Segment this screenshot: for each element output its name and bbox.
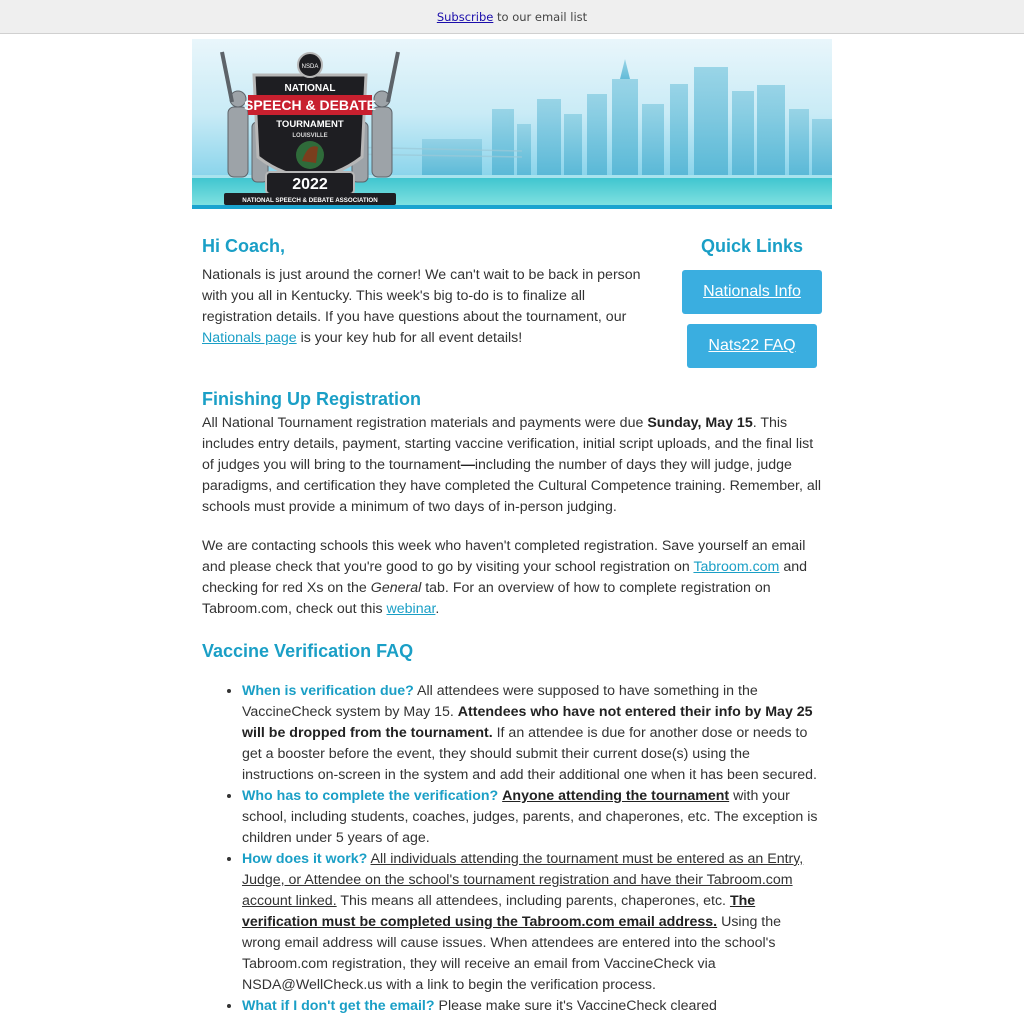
registration-title: Finishing Up Registration <box>202 389 421 409</box>
registration-paragraph-2 <box>202 536 822 620</box>
subscribe-text: to our email list <box>493 10 588 24</box>
text: including the number of days they will judge, judge paradigms, and certification they have completed the Cultural Competence training. Remember, all schools must provide a minimum of two days of in-person judging. <box>202 457 822 515</box>
faq-underlined: All individuals attending the tournament must be entered as an Entry, Judge, or Attendee on the school's tournament registration and have their Tabroom.com account linked. <box>242 851 804 909</box>
quick-links-title: Quick Links <box>700 236 804 256</box>
faq-answer: Please make sure it's VaccineCheck cleared <box>434 998 717 1014</box>
nationals-page-link[interactable]: Nationals page <box>202 330 297 346</box>
nats22-faq-button[interactable]: Nats22 FAQ <box>687 324 817 368</box>
vaccine-section <box>202 637 822 1017</box>
due-date: Sunday, May 15 <box>647 415 753 431</box>
nationals-info-button[interactable]: Nationals Info <box>682 270 822 314</box>
faq-answer: with your school, including students, coaches, judges, parents, and chaperones, etc. The exception is children under 5 years of age. <box>242 788 818 846</box>
logo-city: LOUISVILLE <box>292 133 328 139</box>
text: All National Tournament registration materials and payments were due <box>202 415 648 431</box>
registration-paragraph-1 <box>202 413 822 518</box>
text: . <box>435 601 440 617</box>
faq-item <box>242 786 822 849</box>
faq-question: How does it work? <box>242 851 368 867</box>
registration-section <box>202 385 822 620</box>
faq-item <box>242 849 822 996</box>
faq-answer: Using the wrong email address will cause issues. When attendees are entered into the school's Tabroom.com registration, they will receive an email from VaccineCheck via NSDA@WellCheck.us with a link to begin the verification process. <box>242 914 782 993</box>
subscribe-link[interactable]: Subscribe <box>436 10 494 24</box>
logo-line2: SPEECH & DEBATE <box>244 97 376 113</box>
greeting-text: Nationals is just around the corner! We can't wait to be back in person with you all in Kentucky. This week's big to-do is to finalize all registration details. If you have questions about the tournament, our <box>202 267 641 325</box>
greeting-body <box>202 265 652 349</box>
general-tab-text: General <box>370 580 422 596</box>
logo-year: 2022 <box>292 176 328 193</box>
faq-question: Who has to complete the verification? <box>242 788 499 804</box>
faq-answer: This means all attendees, including parents, chaperones, etc. <box>336 893 730 909</box>
tabroom-link[interactable]: Tabroom.com <box>693 559 780 575</box>
vaccine-title: Vaccine Verification FAQ <box>202 641 414 661</box>
logo-line3: TOURNAMENT <box>276 119 344 130</box>
text: . This includes entry details, payment, starting vaccine verification, initial script uploads, and the final list of judges you will bring to the tournament <box>202 415 814 473</box>
logo-org: NATIONAL SPEECH & DEBATE ASSOCIATION <box>242 197 378 204</box>
faq-answer: All attendees were supposed to have something in the VaccineCheck system by May 15. <box>242 683 758 720</box>
webinar-link[interactable]: webinar <box>386 601 436 617</box>
louisville-skyline-illustration <box>192 39 832 205</box>
text: and checking for red Xs on the <box>202 559 808 596</box>
greeting-title: Hi Coach, <box>202 236 286 256</box>
faq-question: When is verification due? <box>242 683 414 699</box>
em-dash: — <box>460 457 475 473</box>
text: tab. For an overview of how to complete registration on Tabroom.com, check out this <box>202 580 771 617</box>
header-banner <box>192 39 832 209</box>
faq-emphasis: Attendees who have not entered their info by May 25 will be dropped from the tournament. <box>242 704 813 741</box>
faq-item <box>242 681 822 786</box>
logo-top: NSDA <box>301 64 319 70</box>
faq-answer: If an attendee is due for another dose or needs to get a booster before the event, they should submit their current dose(s) using the instructions on-screen in the system and add their additional one when it has been secured. <box>242 725 817 783</box>
logo-line1: NATIONAL <box>284 83 336 94</box>
quick-links <box>682 232 822 368</box>
vaccine-faq-list <box>202 681 822 1017</box>
subscribe-bar <box>0 0 1024 34</box>
faq-item <box>242 996 822 1017</box>
faq-emphasis: Anyone attending the tournament <box>502 788 730 804</box>
faq-question: What if I don't get the email? <box>242 998 435 1014</box>
faq-emphasis: The verification must be completed using the Tabroom.com email address. <box>242 893 756 930</box>
text: We are contacting schools this week who haven't completed registration. Save yourself an email and please check that you're good to go by visiting your school registration on <box>202 538 806 575</box>
greeting-section <box>202 232 652 349</box>
greeting-text-end: is your key hub for all event details! <box>296 330 523 346</box>
